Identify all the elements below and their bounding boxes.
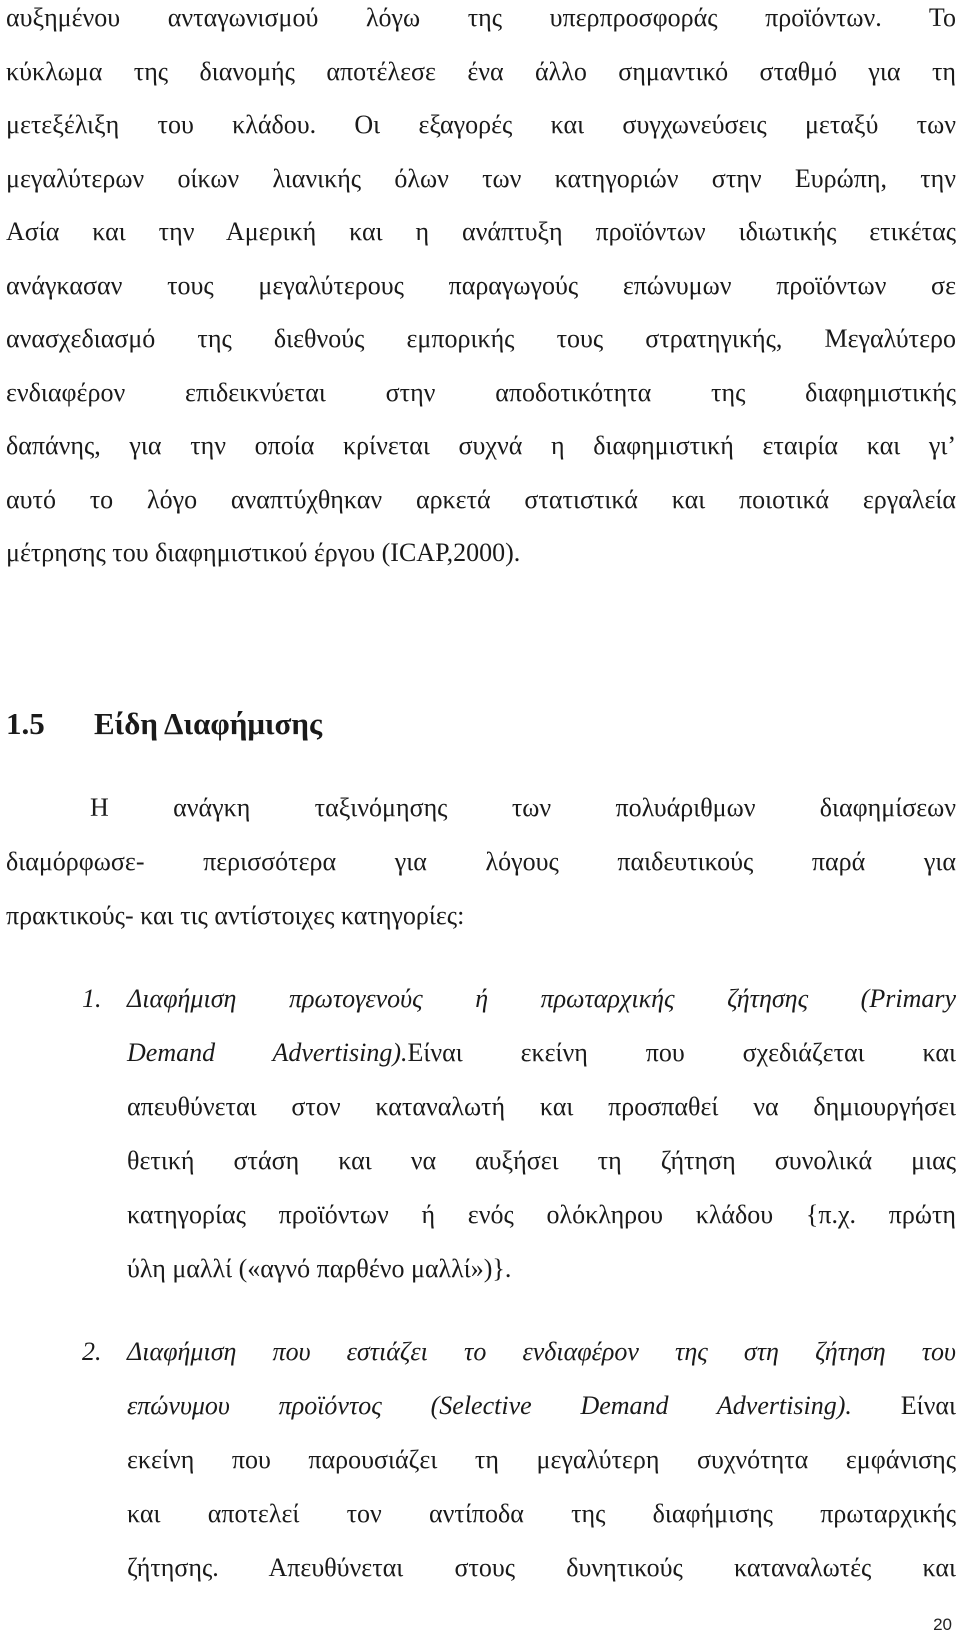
- list-item-text: Είναι: [851, 1391, 956, 1420]
- text-line: ανάγκασαν τους μεγαλύτερους παραγωγούς επώνυμων προϊόντων σε: [6, 271, 956, 300]
- section-number: 1.5: [6, 706, 45, 741]
- text-line: αυτό το λόγο αναπτύχθηκαν αρκετά στατιστικά και ποιοτικά εργαλεία: [6, 485, 956, 514]
- text-line: θετική στάση και να αυξήσει τη ζήτηση συνολικά μιας: [127, 1146, 956, 1175]
- text-line: αυξημένου ανταγωνισμού λόγω της υπερπροσφοράς προϊόντων. Το: [6, 3, 956, 32]
- text-line: πρακτικούς- και τις αντίστοιχες κατηγορίες:: [6, 901, 465, 930]
- list-item-number: 2.: [82, 1337, 102, 1366]
- text-line: μετεξέλιξη του κλάδου. Οι εξαγορές και συγχωνεύσεις μεταξύ των: [6, 110, 956, 139]
- text-line: [127, 1390, 956, 1422]
- text-line: δαπάνης, για την οποία κρίνεται συχνά η διαφημιστική εταιρία και γι’: [6, 431, 956, 460]
- text-line: [127, 1037, 956, 1069]
- text-line: ζήτησης. Απευθύνεται στους δυνητικούς καταναλωτές και: [127, 1553, 956, 1582]
- text-line: Η ανάγκη ταξινόμησης των πολυάριθμων διαφημίσεων: [90, 793, 956, 822]
- text-line: Ασία και την Αμερική και η ανάπτυξη προϊόντων ιδιωτικής ετικέτας: [6, 217, 956, 246]
- list-item-number: 1.: [82, 984, 102, 1013]
- list-item-title: Διαφήμιση που εστιάζει το ενδιαφέρον της στη ζήτηση του: [127, 1337, 956, 1366]
- text-line: ανασχεδιασμό της διεθνούς εμπορικής τους στρατηγικής, Μεγαλύτερο: [6, 324, 956, 353]
- text-line: και αποτελεί τον αντίποδα της διαφήμισης πρωταρχικής: [127, 1499, 956, 1528]
- text-line: κατηγορίας προϊόντων ή ενός ολόκληρου κλάδου {π.χ. πρώτη: [127, 1200, 956, 1229]
- text-line: κύκλωμα της διανομής αποτέλεσε ένα άλλο σημαντικό σταθμό για τη: [6, 57, 956, 86]
- section-heading: [6, 704, 322, 744]
- list-item-title: Διαφήμιση πρωτογενούς ή πρωταρχικής ζήτησης (Primary: [127, 984, 956, 1013]
- text-line: εκείνη που παρουσιάζει τη μεγαλύτερη συχνότητα εμφάνισης: [127, 1445, 956, 1474]
- text-line: διαμόρφωσε- περισσότερα για λόγους παιδευτικούς παρά για: [6, 847, 956, 876]
- section-title: Είδη Διαφήμισης: [94, 706, 323, 741]
- list-item-text: Είναι εκείνη που σχεδιάζεται και: [407, 1038, 956, 1067]
- list-item-title-cont: επώνυμου προϊόντος (Selective Demand Advertising).: [127, 1391, 852, 1420]
- text-line: ενδιαφέρον επιδεικνύεται στην αποδοτικότητα της διαφημιστικής: [6, 378, 956, 407]
- text-line: ύλη μαλλί («αγνό παρθένο μαλλί»)}.: [127, 1254, 512, 1283]
- list-item-title-cont: Demand Advertising).: [127, 1038, 408, 1067]
- text-line: απευθύνεται στον καταναλωτή και προσπαθεί να δημιουργήσει: [127, 1092, 956, 1121]
- page-number: 20: [933, 1615, 952, 1634]
- text-line: μέτρησης του διαφημιστικού έργου (ICAP,2000).: [6, 538, 521, 567]
- text-line: μεγαλύτερων οίκων λιανικής όλων των κατηγοριών στην Ευρώπη, την: [6, 164, 956, 193]
